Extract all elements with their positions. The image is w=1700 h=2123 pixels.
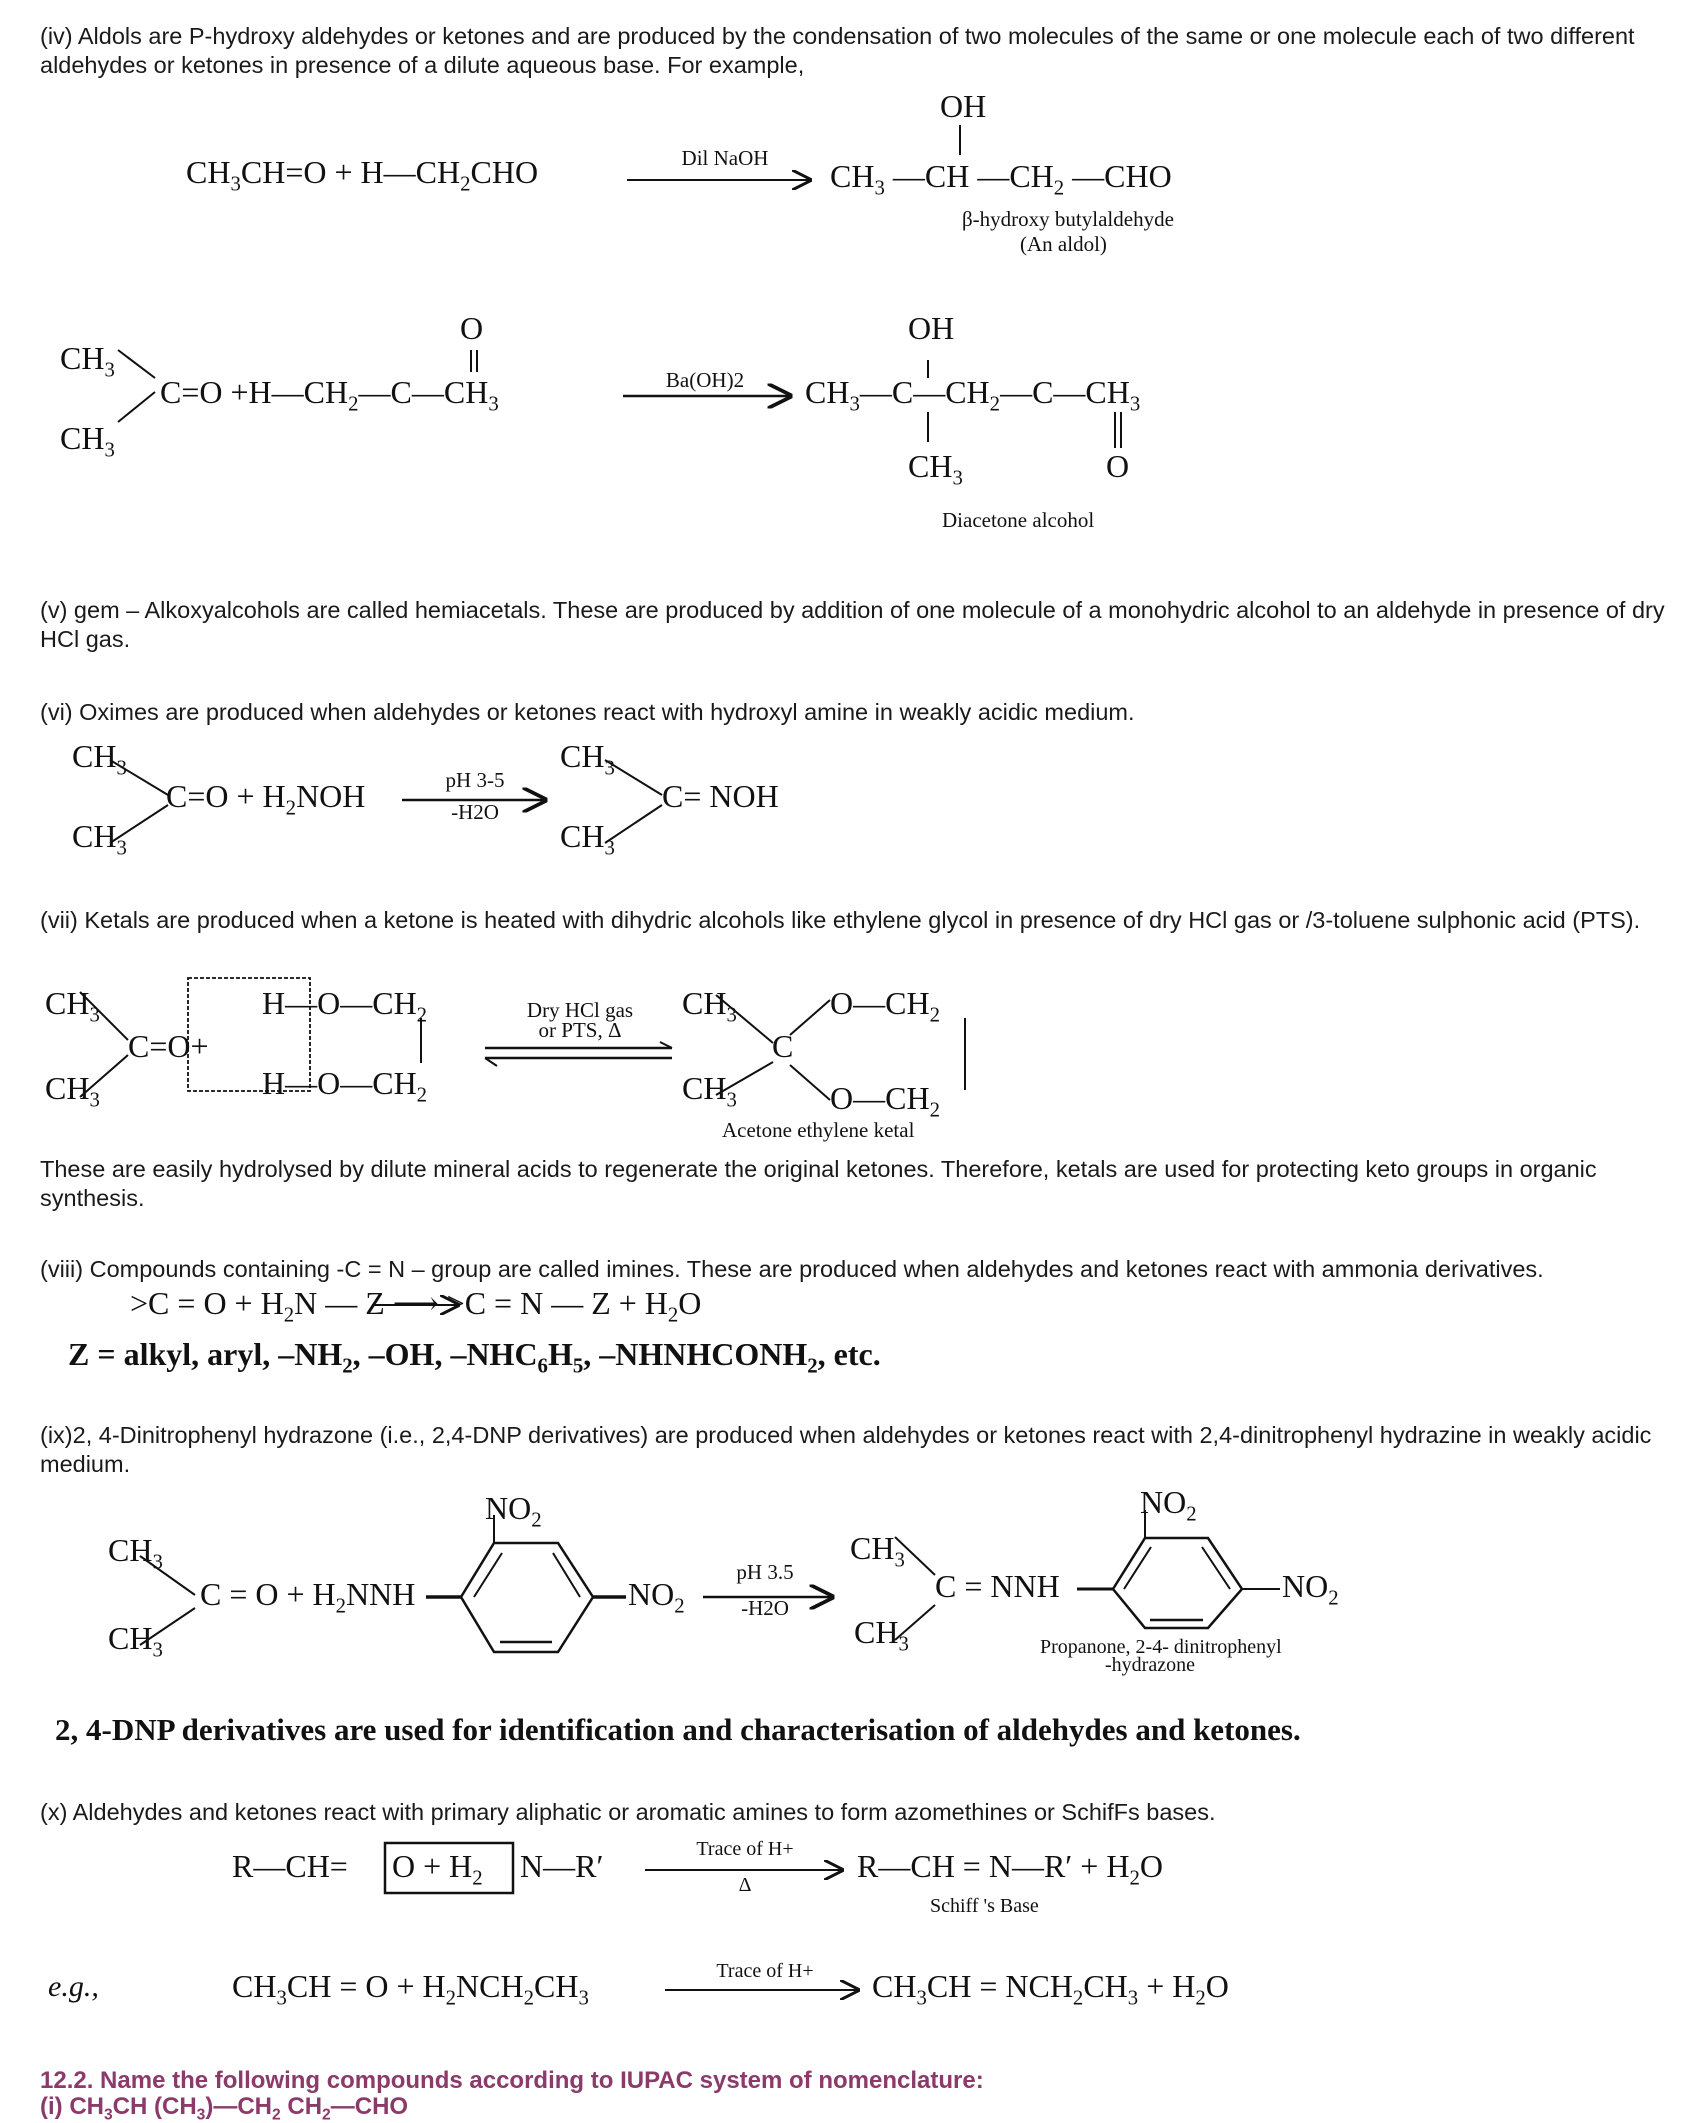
- schiff-boxed: $O + H_2$: [392, 1848, 483, 1890]
- ch3-top: $CH_3$: [60, 340, 115, 382]
- label-propanone-dnp: Propanone, 2-4- dinitrophenyl: [1040, 1636, 1282, 1658]
- z-definition: Z = alkyl, aryl, $-NH_2$, –OH, $-NHC_6H_5$, $-NHNHCONH_2$, etc.: [68, 1336, 881, 1378]
- reagent-minus-water-dnp: -H2O: [741, 1596, 789, 1620]
- reagent-baoh2: Ba(OH)2: [665, 368, 745, 392]
- schiff-left: R—CH=: [232, 1848, 348, 1884]
- ch3-substituent: $CH_3$: [908, 448, 963, 490]
- example-product: $CH_3CH = NCH_2CH_3 + H_2O$: [872, 1968, 1229, 2010]
- reagent-dry-hcl: Dry HCl gas: [526, 998, 634, 1022]
- glycol-top: $H—O—CH_2$: [262, 985, 428, 1027]
- acetone-reactants: $C=O +H—CH_2—C—CH_3$: [160, 374, 499, 416]
- dnp-ch3-bottom: $CH_3$: [108, 1620, 163, 1662]
- question-heading: 12.2. Name the following compounds according to IUPAC system of nomenclature:: [40, 2067, 984, 2094]
- schiff-mid: N—R′: [520, 1848, 604, 1884]
- ch3-bottom: $CH_3$: [60, 420, 115, 462]
- oh-group-2: OH: [908, 310, 955, 346]
- product-ch3: $CH_3$: [830, 158, 885, 200]
- reagent-ph: pH 3-5: [445, 768, 505, 792]
- label-schiff-base: Schiff 's Base: [930, 1895, 1039, 1917]
- dnp-product: C = NNH: [935, 1568, 1060, 1604]
- glycol-bottom: $H—O—CH_2$: [262, 1065, 428, 1107]
- oxime-reactants: $C=O + H_2NOH$: [166, 778, 366, 820]
- paragraph-dnp: (ix)2, 4-Dinitrophenyl hydrazone (i.e., 2,4-DNP derivatives) are produced when aldehydes or ketones react with 2,4-dinitrophenyl hydrazine in weakly acidic medium.: [40, 1422, 1652, 1477]
- diacetone-product: $CH_3—C—CH_2—C—CH_3$: [805, 374, 1141, 416]
- dnp-product-no2-top: $NO_2$: [1140, 1484, 1197, 1526]
- reagent-ph-dnp: pH 3.5: [736, 1560, 794, 1584]
- paragraph-oximes: (vi) Oximes are produced when aldehydes or ketones react with hydroxyl amine in weakly acidic medium.: [40, 699, 1135, 725]
- paragraph-hemiacetals: (v) gem – Alkoxyalcohols are called hemiacetals. These are produced by addition of one molecule of a monohydric alcohol to an aldehyde in presence of dry HCl gas.: [40, 597, 1665, 652]
- dnp-usage-note: 2, 4-DNP derivatives are used for identification and characterisation of aldehydes and ketones.: [55, 1712, 1301, 1747]
- carbonyl-o-bottom: O: [1106, 448, 1130, 484]
- paragraph-schiff-bases: (x) Aldehydes and ketones react with primary aliphatic or aromatic amines to form azomethines or SchifFs bases.: [40, 1799, 1216, 1825]
- label-hydrazone: -hydrazone: [1105, 1654, 1195, 1676]
- oxime-ch3-bottom: $CH_3$: [72, 818, 127, 860]
- label-diacetone-alcohol: Diacetone alcohol: [942, 508, 1095, 532]
- oxime-product: C= NOH: [662, 778, 779, 814]
- ketal-ch3-bottom: $CH_3$: [45, 1070, 100, 1112]
- product-cho: CHO: [1104, 158, 1172, 194]
- ketal-product-ch3-top: $CH_3$: [682, 985, 737, 1027]
- paragraph-ketals: (vii) Ketals are produced when a ketone is heated with dihydric alcohols like ethylene glycol in presence of dry HCl gas or /3-toluene sulphonic acid (PTS).: [40, 907, 1641, 933]
- label-acetone-ethylene-ketal: Acetone ethylene ketal: [722, 1118, 915, 1142]
- dnp-product-no2-para: $NO_2$: [1282, 1568, 1339, 1610]
- dnp-product-ch3-bottom: $CH_3$: [854, 1614, 909, 1656]
- product-ch2: $CH_2$: [1009, 158, 1065, 200]
- example-reagent: Trace of H+: [716, 1960, 814, 1982]
- paragraph-ketal-hydrolysis: These are easily hydrolysed by dilute mineral acids to regenerate the original ketones. Therefore, ketals are used for protecting keto groups in organic synthesis.: [40, 1156, 1597, 1211]
- label-an-aldol: (An aldol): [1020, 232, 1107, 256]
- aldol-reactants: [186, 154, 539, 196]
- carbonyl-o: O: [460, 310, 484, 346]
- dnp-no2-para: $NO_2$: [628, 1576, 685, 1618]
- label-beta-hydroxy: β-hydroxy butylaldehyde: [962, 207, 1174, 231]
- oxime-ch3-top: $CH_3$: [72, 738, 127, 780]
- example-reactants: $CH_3CH = O + H_2NCH_2CH_3$: [232, 1968, 589, 2010]
- imine-equation: $>C = O + H_2N$ — Z ⟶ >C = N — $Z + H_2O$: [130, 1285, 702, 1327]
- dnp-reactant: $C = O + H_2NNH$: [200, 1576, 416, 1618]
- ketal-ring-top: $O—CH_2$: [830, 985, 940, 1027]
- aldol-reactants-text: $CH_3CH=O$ + $H—CH_2CHO$: [186, 154, 539, 196]
- dnp-ch3-top: $CH_3$: [108, 1532, 163, 1574]
- eg-prefix: e.g.,: [48, 1970, 99, 2003]
- question-item-1: (i) $CH_3CH$ $(CH_3)—CH_2$ $CH_2—CHO$: [40, 2093, 409, 2123]
- ketal-ketone: C=O+: [128, 1028, 209, 1064]
- paragraph-aldols: (iv) Aldols are P-hydroxy aldehydes or ketones and are produced by the condensation of two molecules of the same or one molecule each of two different aldehydes or ketones in presence of a dilute aqueous base. For example,: [40, 23, 1635, 78]
- oh-group: OH: [940, 88, 987, 124]
- ketal-ring-bottom: $O—CH_2$: [830, 1080, 940, 1122]
- paragraph-imines: (viii) Compounds containing -C = N – group are called imines. These are produced when aldehydes and ketones react with ammonia derivatives.: [40, 1256, 1544, 1282]
- oxime-product-ch3-top: $CH_3$: [560, 738, 615, 780]
- oxime-product-ch3-bottom: $CH_3$: [560, 818, 615, 860]
- reagent-pts: or PTS, Δ: [538, 1018, 622, 1042]
- ketal-ch3-top: $CH_3$: [45, 985, 100, 1027]
- dnp-no2-top: $NO_2$: [485, 1490, 542, 1532]
- ketal-product-ch3-bottom: $CH_3$: [682, 1070, 737, 1112]
- product-ch: CH: [924, 158, 970, 194]
- dnp-product-ch3-top: $CH_3$: [850, 1530, 905, 1572]
- schiff-product: R—CH = N—R′ + $H_2O$: [857, 1848, 1163, 1890]
- reagent-delta: Δ: [738, 1874, 752, 1896]
- reagent-minus-water: -H2O: [451, 800, 499, 824]
- reagent-dil-naoh: Dil NaOH: [681, 146, 769, 170]
- reagent-trace-h: Trace of H+: [696, 1838, 794, 1860]
- ketal-central-c: C: [772, 1028, 794, 1064]
- aldol-product: $CH_3$ —CH $—CH_2$ —CHO: [830, 158, 1172, 200]
